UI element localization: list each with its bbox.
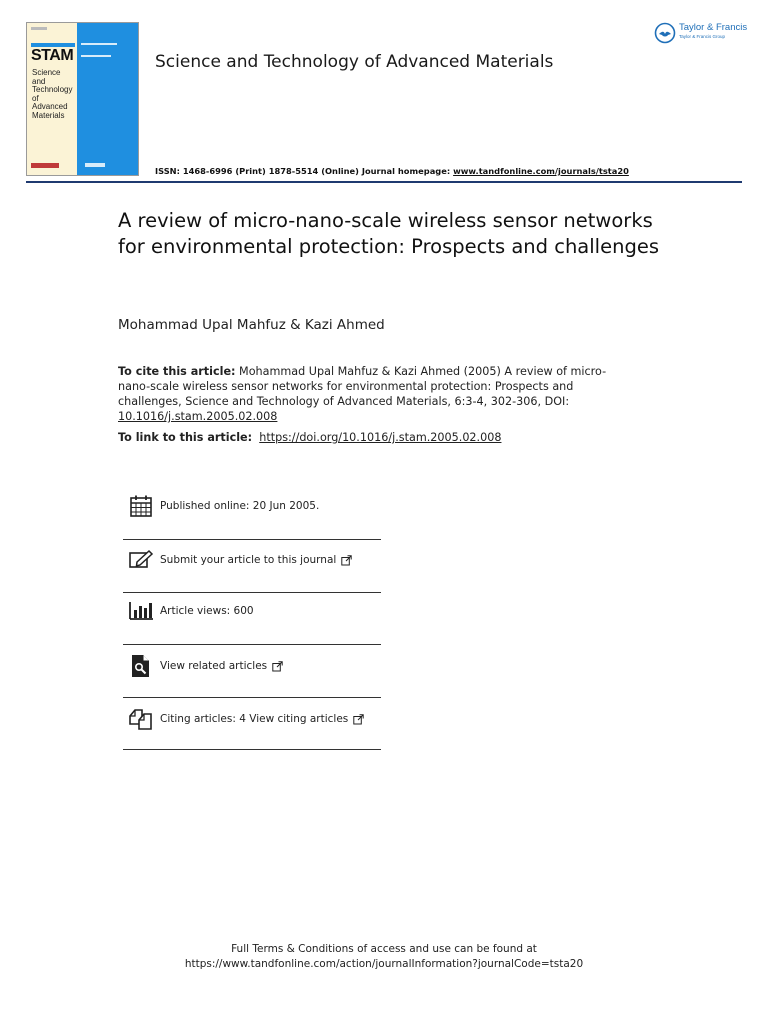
journal-homepage-link[interactable]: www.tandfonline.com/journals/tsta20 bbox=[453, 166, 629, 176]
cite-text: Mohammad Upal Mahfuz & Kazi Ahmed (2005) A review of micro-nano-scale wireless sensor networks for environmental protection: Prospects and challenges, Science and Technology of Advanced Materials, 6:3-4, 302-306, DOI: bbox=[118, 365, 607, 408]
journal-title: Science and Technology of Advanced Materials bbox=[155, 52, 554, 72]
citing-articles-row[interactable] bbox=[123, 706, 381, 732]
info-divider bbox=[123, 592, 381, 593]
footer-terms-text: Full Terms & Conditions of access and use can be found at bbox=[231, 943, 537, 955]
info-divider bbox=[123, 539, 381, 540]
article-views-text: Article views: 600 bbox=[160, 605, 254, 617]
info-divider bbox=[123, 749, 381, 750]
journal-cover-image bbox=[26, 22, 139, 176]
info-divider bbox=[123, 697, 381, 698]
submit-article-link[interactable]: Submit your article to this journal bbox=[160, 554, 337, 566]
cite-label: To cite this article: bbox=[118, 365, 236, 378]
cover-journal-subtitle: Science and Technology of Advanced Materials bbox=[32, 68, 73, 120]
publisher-logo bbox=[654, 22, 747, 44]
info-divider bbox=[123, 644, 381, 645]
footer-terms-link[interactable]: https://www.tandfonline.com/action/journalInformation?journalCode=tsta20 bbox=[184, 958, 584, 970]
cite-doi-link[interactable]: 10.1016/j.stam.2005.02.008 bbox=[118, 410, 278, 423]
issn-text: ISSN: 1468-6996 (Print) 1878-5514 (Online) Journal homepage: bbox=[155, 166, 454, 176]
bar-chart-icon bbox=[126, 598, 156, 624]
cover-journal-abbr: STAM bbox=[31, 47, 74, 64]
article-authors: Mohammad Upal Mahfuz & Kazi Ahmed bbox=[118, 317, 385, 333]
published-online-row bbox=[123, 493, 381, 519]
publisher-name: Taylor & Francis bbox=[679, 22, 748, 33]
publisher-group: Taylor & Francis Group bbox=[679, 34, 726, 39]
article-link-line bbox=[118, 431, 501, 444]
submit-article-row[interactable] bbox=[123, 547, 381, 573]
external-link-icon bbox=[341, 555, 352, 566]
citing-articles-link[interactable]: Citing articles: 4 View citing articles bbox=[160, 713, 349, 725]
copy-documents-icon bbox=[126, 706, 156, 732]
article-title: A review of micro-nano-scale wireless sensor networks for environmental protection: Prospects and challenges bbox=[118, 209, 659, 258]
taylor-francis-logo-icon bbox=[654, 22, 676, 44]
external-link-icon bbox=[272, 661, 283, 672]
related-articles-link[interactable]: View related articles bbox=[160, 660, 268, 672]
edit-icon bbox=[126, 547, 156, 573]
search-document-icon bbox=[126, 653, 156, 679]
article-views-row bbox=[123, 598, 381, 624]
issn-line bbox=[155, 166, 629, 176]
citation-block bbox=[118, 364, 618, 424]
related-articles-row[interactable] bbox=[123, 653, 381, 679]
external-link-icon bbox=[353, 714, 364, 725]
article-doi-link[interactable]: https://doi.org/10.1016/j.stam.2005.02.008 bbox=[259, 431, 502, 444]
header-divider bbox=[26, 181, 742, 183]
calendar-icon bbox=[126, 493, 156, 519]
footer-terms bbox=[0, 942, 768, 972]
published-online-text: Published online: 20 Jun 2005. bbox=[160, 500, 320, 512]
link-label: To link to this article: bbox=[118, 431, 253, 444]
